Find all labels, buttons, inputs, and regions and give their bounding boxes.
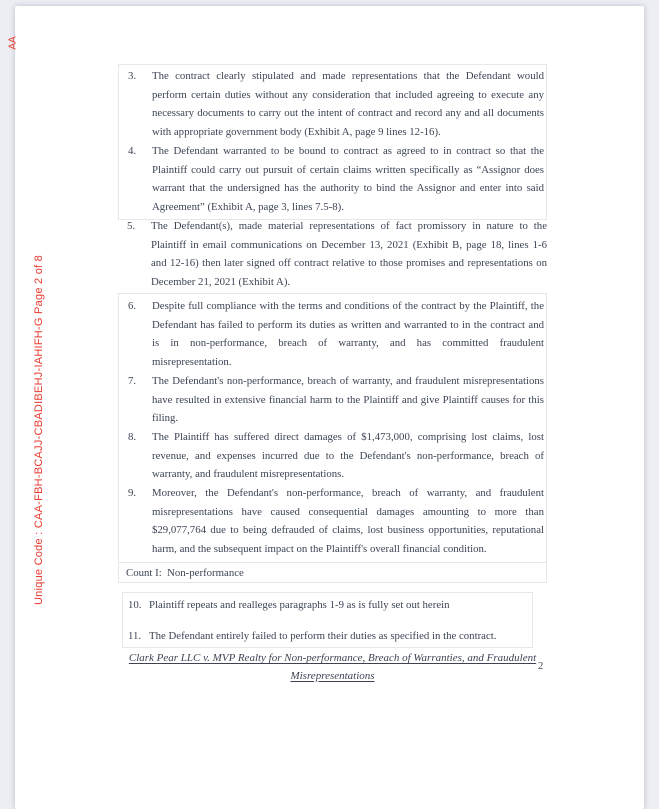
item-text: The Plaintiff has suffered direct damages of $1,473,000, comprising lost claims, lost revenue, and expenses incurred due to the Defendant's non-performance, breach of warranty, and fraudulent misrepresentations. [152,430,544,481]
page-number: 2 [538,661,544,672]
item-text: Moreover, the Defendant's non-performance, breach of warranty, and fraudulent misrepresentations have caused consequential damages amounting to more than $29,077,764 due to being defrauded of claims, lost business opportunities, reputational harm, and the subsequent impact on the Plaintiff's overall financial condition. [152,487,544,556]
item-number: 11. [128,629,142,642]
item-text: The Defendant warranted to be bound to contract as agreed to in contract so that the Plaintiff could carry out pursuit of certain claims written specifically as “Assignor does warrant that the undersigned has the authority to bind the Assignor and enter into said Agreement” (Exhibit A, page 3, lines 7.5-8). [152,144,544,213]
case-caption-line1: Clark Pear LLC v. MVP Realty for Non-performance, Breach of Warranties, and Fraudulent [128,652,537,664]
item-number: 6. [128,300,137,312]
allegations-box-2 [118,293,547,563]
item-number: 10. [128,599,142,611]
list-item [123,627,532,646]
list-item [119,372,546,428]
corner-mark: AA [7,36,19,50]
list-item [119,67,546,142]
allegations-box-1 [118,64,547,220]
item-number: 7. [128,374,137,387]
case-caption-footer [118,650,547,685]
count-heading: Count I: Non-performance [126,567,244,579]
item-number: 4. [128,144,137,157]
item-number: 8. [128,430,137,443]
list-item [119,297,546,372]
list-item [119,142,546,217]
item-number: 3. [128,70,137,82]
list-item [119,428,546,484]
item-text: The contract clearly stipulated and made representations that the Defendant would perform certain duties without any consideration that included agreeing to execute any necessary documents to carry out the intent of contract and record any and all documents with appropriate government body (Exhibit A, page 9 lines 12-16). [152,70,544,139]
count-heading-box [118,562,547,583]
item-text: Despite full compliance with the terms and conditions of the contract by the Plaintiff, the Defendant has failed to perform its duties as written and warranted to in the contract and is in non-performance, breach of warranty, and has committed fraudulent misrepresentation. [152,300,544,369]
count-allegations-box [122,592,533,648]
list-item [118,217,549,292]
item-number: 5. [127,220,136,232]
item-text: The Defendant's non-performance, breach of warranty, and fraudulent misrepresentations have resulted in extensive financial harm to the Plaintiff and give Plaintiff causes for this filing. [152,374,544,425]
item-text: Plaintiff repeats and realleges paragraphs 1-9 as is fully set out herein [149,599,450,611]
item-number: 9. [128,487,137,500]
unique-code-watermark: Unique Code : CAA-FBH-BCAJJ-CBADIBEHJ-IAHIFH-G Page 2 of 8 [33,254,45,606]
list-item [119,484,546,559]
item-text: The Defendant entirely failed to perform their duties as specified in the contract. [149,629,497,642]
list-item [123,596,532,615]
case-caption-line2: Misrepresentations [290,669,375,682]
allegation-paragraph-5 [118,217,549,292]
item-text: The Defendant(s), made material representations of fact promissory in nature to the Plaintiff in email communications on December 13, 2021 (Exhibit B, page 18, lines 1-6 and 12-16) then later signed off contract relative to those promises and representations on December 21, 2021 (Exhibit A). [151,220,547,289]
